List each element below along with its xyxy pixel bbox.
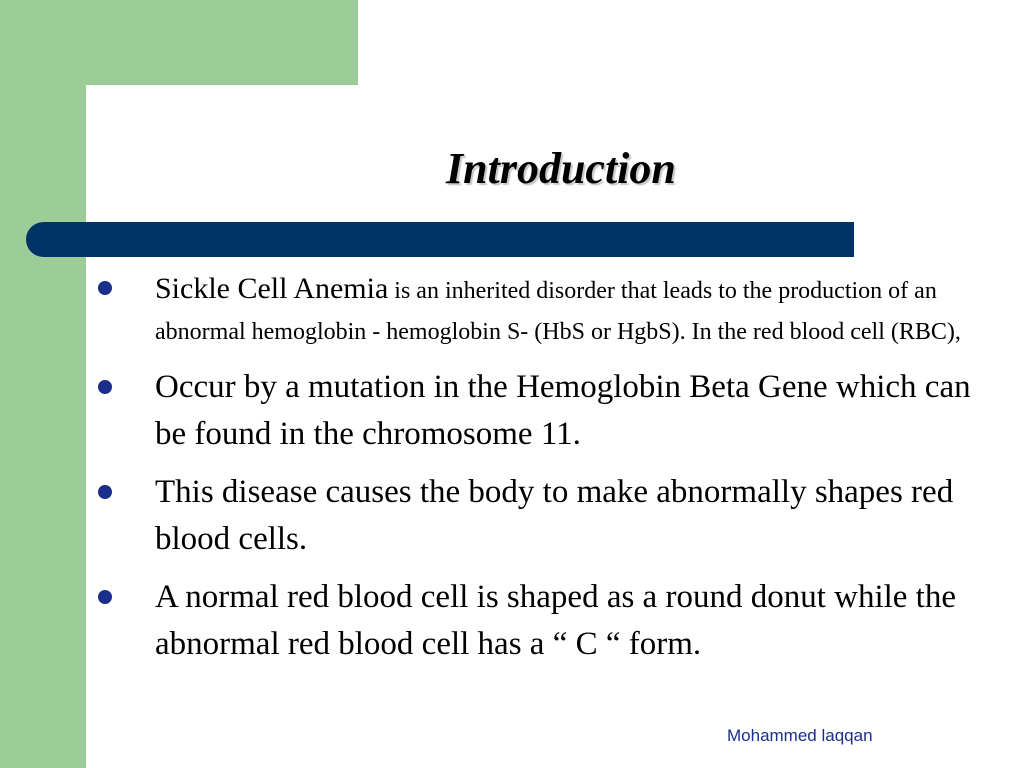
bullet-item bbox=[96, 574, 976, 668]
bullet-item bbox=[96, 268, 976, 353]
slide-footer-author: Mohammed laqqan bbox=[727, 726, 873, 745]
green-top-block bbox=[0, 0, 358, 85]
bullet-item bbox=[96, 364, 976, 458]
bullet-dot-icon bbox=[98, 281, 112, 295]
bullet-dot-icon bbox=[98, 485, 112, 499]
slide-title: Introduction bbox=[446, 144, 676, 193]
bullet-text: Occur by a mutation in the Hemoglobin Beta Gene which can be found in the chromosome 11. bbox=[155, 369, 971, 452]
bullet-text: This disease causes the body to make abnormally shapes red blood cells. bbox=[155, 474, 954, 557]
rounded-corner-decoration bbox=[86, 85, 146, 145]
bullet-dot-icon bbox=[98, 590, 112, 604]
bullet-dot-icon bbox=[98, 380, 112, 394]
bullet-item bbox=[96, 469, 976, 563]
green-side-strip bbox=[0, 0, 86, 768]
bullet-lead-text: Sickle Cell Anemia bbox=[155, 272, 389, 305]
bullet-text: A normal red blood cell is shaped as a round donut while the abnormal red blood cell has a “ C “ form. bbox=[155, 579, 956, 662]
bullet-text: is an inherited disorder that leads to the production of an abnormal hemoglobin - hemoglobin S- (HbS or HgbS). In the red blood cell (RBC), bbox=[155, 278, 961, 345]
bullet-list bbox=[96, 268, 976, 679]
title-bar-decoration bbox=[26, 222, 854, 257]
